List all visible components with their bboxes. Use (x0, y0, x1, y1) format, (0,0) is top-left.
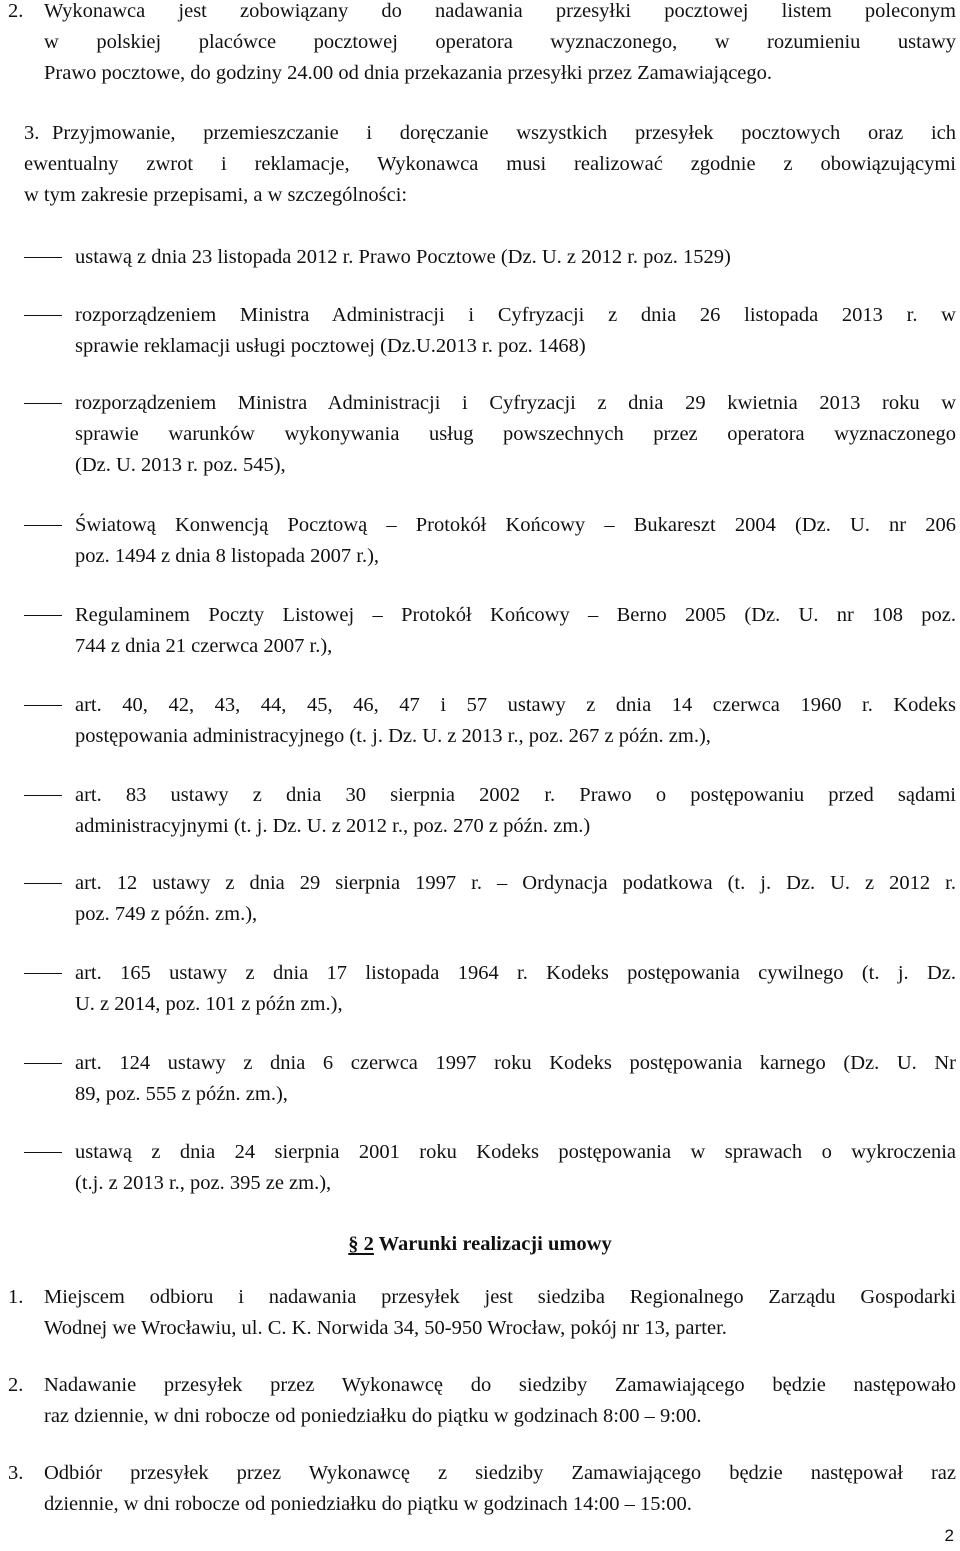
legal-reference-item (24, 510, 956, 572)
text-line: 89, poz. 555 z późn. zm.), (75, 1083, 288, 1105)
section-title: Warunki realizacji umowy (378, 1233, 612, 1255)
section-heading (0, 1229, 960, 1260)
text-line: poz. 1494 z dnia 8 listopada 2007 r.), (75, 545, 380, 567)
legal-reference-item (24, 300, 956, 362)
text-line: Miejscem odbioru i nadawania przesyłek jest siedziba Regionalnego Zarządu Gospodarki (44, 1286, 956, 1308)
text-line: w tym zakresie przepisami, a w szczególności: (24, 184, 408, 206)
text-line: ustawą z dnia 24 sierpnia 2001 roku Kodeks postępowania w sprawach o wykroczenia (75, 1141, 956, 1163)
text-line: ewentualny zwrot i reklamacje, Wykonawca musi realizować zgodnie z obowiązującymi (24, 153, 956, 175)
text-line: sprawie reklamacji usługi pocztowej (Dz.U.2013 r. poz. 1468) (75, 335, 586, 357)
dash-bullet (24, 525, 62, 526)
text-line: poz. 749 z późn. zm.), (75, 903, 258, 925)
text-line: raz dziennie, w dni robocze od poniedziałku do piątku w godzinach 8:00 – 9:00. (44, 1405, 702, 1427)
text-line: ustawą z dnia 23 listopada 2012 r. Prawo Pocztowe (Dz. U. z 2012 r. poz. 1529) (75, 246, 731, 268)
dash-bullet (24, 1152, 62, 1153)
text-line: Przyjmowanie, przemieszczanie i doręczanie wszystkich przesyłek pocztowych oraz ich (52, 122, 956, 144)
legal-reference-item (24, 780, 956, 842)
legal-reference-item (24, 1048, 956, 1110)
item-2 (8, 0, 956, 89)
item-3 (24, 118, 956, 211)
item-number: 3. (24, 122, 40, 144)
legal-reference-item (24, 1137, 956, 1199)
item-number: 2. (8, 0, 24, 22)
dash-bullet (24, 403, 62, 404)
legal-reference-item (24, 690, 956, 752)
legal-reference-item (24, 600, 956, 662)
text-line: 744 z dnia 21 czerwca 2007 r.), (75, 635, 333, 657)
section-number: § 2 (348, 1233, 374, 1255)
dash-bullet (24, 973, 62, 974)
condition-item-1 (8, 1282, 956, 1344)
text-line: art. 83 ustawy z dnia 30 sierpnia 2002 r. Prawo o postępowaniu przed sądami (75, 784, 956, 806)
text-line: (Dz. U. 2013 r. poz. 545), (75, 454, 286, 476)
legal-reference-item (24, 958, 956, 1020)
text-line: art. 12 ustawy z dnia 29 sierpnia 1997 r. – Ordynacja podatkowa (t. j. Dz. U. z 2012 r. (75, 872, 956, 894)
text-line: postępowania administracyjnego (t. j. Dz. U. z 2013 r., poz. 267 z późn. zm.), (75, 725, 711, 747)
text-line: dziennie, w dni robocze od poniedziałku do piątku w godzinach 14:00 – 15:00. (44, 1493, 692, 1515)
text-line: Odbiór przesyłek przez Wykonawcę z siedziby Zamawiającego będzie następował raz (44, 1462, 956, 1484)
item-number: 3. (8, 1462, 24, 1484)
text-line: w polskiej placówce pocztowej operatora wyznaczonego, w rozumieniu ustawy (44, 31, 956, 53)
text-line: art. 165 ustawy z dnia 17 listopada 1964 r. Kodeks postępowania cywilnego (t. j. Dz. (75, 962, 956, 984)
dash-bullet (24, 615, 62, 616)
text-line: (t.j. z 2013 r., poz. 395 ze zm.), (75, 1172, 332, 1194)
text-line: Nadawanie przesyłek przez Wykonawcę do siedziby Zamawiającego będzie następowało (44, 1374, 956, 1396)
text-line: rozporządzeniem Ministra Administracji i Cyfryzacji z dnia 26 listopada 2013 r. w (75, 304, 956, 326)
text-line: art. 124 ustawy z dnia 6 czerwca 1997 roku Kodeks postępowania karnego (Dz. U. Nr (75, 1052, 956, 1074)
text-line: art. 40, 42, 43, 44, 45, 46, 47 i 57 ustawy z dnia 14 czerwca 1960 r. Kodeks (75, 694, 956, 716)
item-number: 1. (8, 1286, 24, 1308)
dash-bullet (24, 257, 62, 258)
text-line: rozporządzeniem Ministra Administracji i Cyfryzacji z dnia 29 kwietnia 2013 roku w (75, 392, 956, 414)
item-text (44, 0, 956, 89)
text-line: sprawie warunków wykonywania usług powszechnych przez operatora wyznaczonego (75, 423, 956, 445)
dash-bullet (24, 1063, 62, 1064)
dash-bullet (24, 795, 62, 796)
legal-reference-item (24, 868, 956, 930)
text-line: Wykonawca jest zobowiązany do nadawania przesyłki pocztowej listem poleconym (44, 0, 956, 22)
dash-bullet (24, 883, 62, 884)
text-line: Wodnej we Wrocławiu, ul. C. K. Norwida 34, 50-950 Wrocław, pokój nr 13, parter. (44, 1317, 727, 1339)
text-line: U. z 2014, poz. 101 z późn zm.), (75, 993, 343, 1015)
text-line: administracyjnymi (t. j. Dz. U. z 2012 r., poz. 270 z późn. zm.) (75, 815, 591, 837)
dash-bullet (24, 705, 62, 706)
text-line: Światową Konwencją Pocztową – Protokół Końcowy – Bukareszt 2004 (Dz. U. nr 206 (75, 514, 956, 536)
dash-bullet (24, 315, 62, 316)
item-number: 2. (8, 1374, 24, 1396)
page-number: 2 (944, 1526, 954, 1545)
condition-item-2 (8, 1370, 956, 1432)
condition-item-3 (8, 1458, 956, 1520)
text-line: Prawo pocztowe, do godziny 24.00 od dnia przekazania przesyłki przez Zamawiającego. (44, 62, 773, 84)
legal-reference-item (24, 242, 956, 273)
item-text (24, 118, 956, 211)
text-line: Regulaminem Poczty Listowej – Protokół Końcowy – Berno 2005 (Dz. U. nr 108 poz. (75, 604, 956, 626)
legal-reference-item (24, 388, 956, 481)
